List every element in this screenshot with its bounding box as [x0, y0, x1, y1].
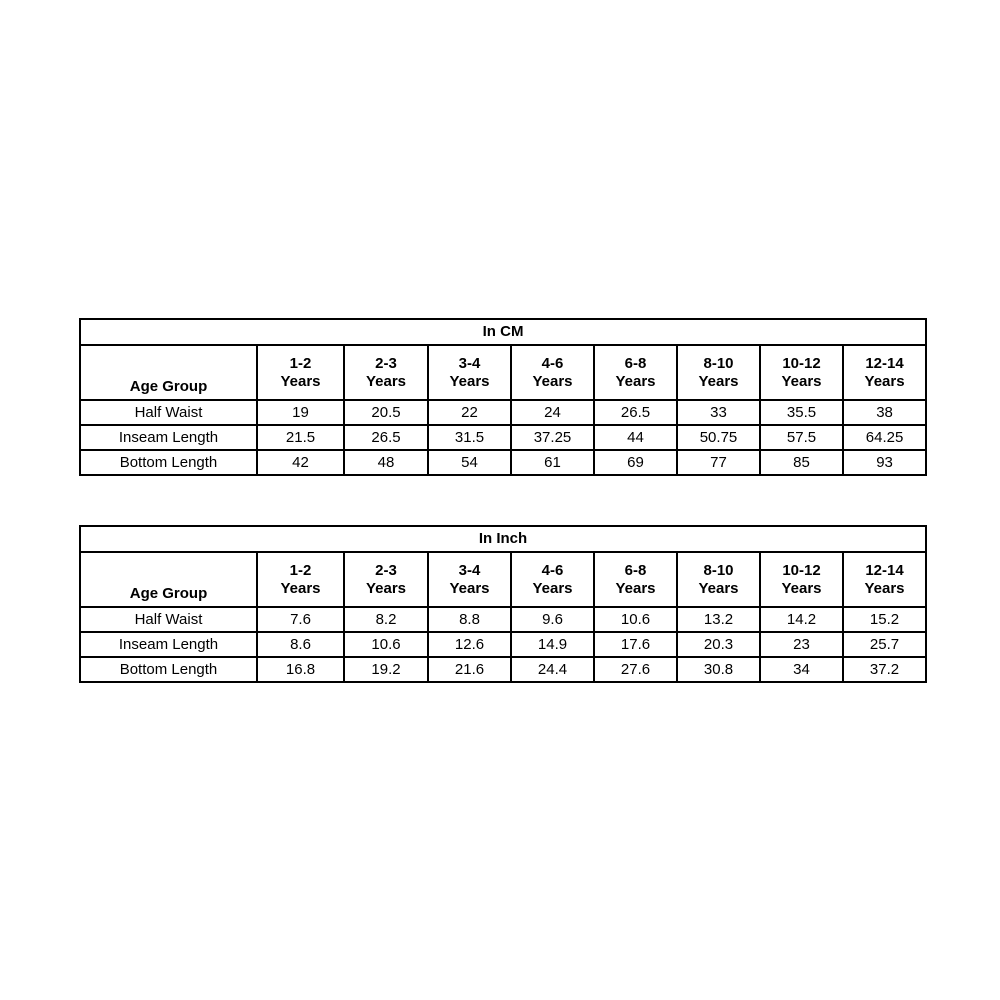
table-cell: 44 [594, 425, 677, 450]
age-unit: Years [365, 372, 407, 390]
age-range: 10-12 [782, 561, 821, 579]
table-cell: 31.5 [428, 425, 511, 450]
row-label: Inseam Length [80, 425, 257, 450]
age-range: 4-6 [541, 354, 564, 372]
table-cell: 9.6 [511, 607, 594, 632]
column-header [760, 552, 843, 607]
age-group-header: Age Group [80, 552, 257, 607]
table-cell: 21.5 [257, 425, 344, 450]
table-cell: 37.25 [511, 425, 594, 450]
table-cell: 69 [594, 450, 677, 475]
table-cell: 33 [677, 400, 760, 425]
age-unit: Years [280, 579, 321, 597]
table-cell: 14.2 [760, 607, 843, 632]
table-cell: 8.8 [428, 607, 511, 632]
table-cell: 27.6 [594, 657, 677, 682]
table-cell: 8.6 [257, 632, 344, 657]
age-unit: Years [864, 579, 905, 597]
column-header [257, 552, 344, 607]
table-cell: 57.5 [760, 425, 843, 450]
column-header [428, 345, 511, 400]
table-cell: 93 [843, 450, 926, 475]
age-unit: Years [698, 579, 739, 597]
table-cell: 10.6 [594, 607, 677, 632]
table-cell: 23 [760, 632, 843, 657]
age-range: 4-6 [541, 561, 564, 579]
column-header [843, 552, 926, 607]
age-range: 1-2 [289, 354, 312, 372]
age-range: 12-14 [865, 561, 904, 579]
row-label: Half Waist [80, 607, 257, 632]
table-cell: 20.5 [344, 400, 428, 425]
column-header [428, 552, 511, 607]
table-cell: 64.25 [843, 425, 926, 450]
table-row-inseam-length [80, 425, 926, 450]
age-unit: Years [449, 579, 490, 597]
age-unit: Years [781, 372, 822, 390]
table-cell: 14.9 [511, 632, 594, 657]
row-label: Half Waist [80, 400, 257, 425]
age-range: 6-8 [624, 354, 647, 372]
table-title: In Inch [80, 526, 926, 552]
column-header [594, 552, 677, 607]
table-cell: 50.75 [677, 425, 760, 450]
table-cell: 15.2 [843, 607, 926, 632]
table-cell: 10.6 [344, 632, 428, 657]
age-unit: Years [781, 579, 822, 597]
table-cell: 37.2 [843, 657, 926, 682]
table-cell: 35.5 [760, 400, 843, 425]
table-row-inseam-length [80, 632, 926, 657]
age-range: 10-12 [782, 354, 821, 372]
age-group-header: Age Group [80, 345, 257, 400]
table-cell: 42 [257, 450, 344, 475]
column-header [677, 552, 760, 607]
age-unit: Years [532, 579, 573, 597]
column-header [594, 345, 677, 400]
table-cell: 13.2 [677, 607, 760, 632]
table-cell: 16.8 [257, 657, 344, 682]
size-table-cm [79, 318, 927, 476]
column-header [511, 345, 594, 400]
table-cell: 34 [760, 657, 843, 682]
table-row-bottom-length [80, 657, 926, 682]
column-header [843, 345, 926, 400]
table-cell: 61 [511, 450, 594, 475]
table-row-half-waist [80, 400, 926, 425]
row-label: Bottom Length [80, 450, 257, 475]
row-label: Bottom Length [80, 657, 257, 682]
age-unit: Years [615, 579, 656, 597]
age-unit: Years [698, 372, 739, 390]
age-unit: Years [280, 372, 321, 390]
age-unit: Years [532, 372, 573, 390]
table-cell: 7.6 [257, 607, 344, 632]
age-unit: Years [365, 579, 407, 597]
age-range: 8-10 [703, 561, 734, 579]
table-cell: 21.6 [428, 657, 511, 682]
table-cell: 17.6 [594, 632, 677, 657]
table-cell: 19 [257, 400, 344, 425]
column-header [677, 345, 760, 400]
table-title: In CM [80, 319, 926, 345]
table-cell: 26.5 [594, 400, 677, 425]
column-header [344, 552, 428, 607]
table-title-row [80, 526, 926, 552]
age-range: 8-10 [703, 354, 734, 372]
table-cell: 20.3 [677, 632, 760, 657]
age-unit: Years [615, 372, 656, 390]
age-unit: Years [864, 372, 905, 390]
table-cell: 48 [344, 450, 428, 475]
table-cell: 12.6 [428, 632, 511, 657]
table-header-row [80, 552, 926, 607]
table-cell: 19.2 [344, 657, 428, 682]
age-range: 3-4 [458, 354, 481, 372]
table-cell: 77 [677, 450, 760, 475]
age-range: 3-4 [458, 561, 481, 579]
table-cell: 85 [760, 450, 843, 475]
age-range: 6-8 [624, 561, 647, 579]
table-cell: 54 [428, 450, 511, 475]
size-table-inch [79, 525, 927, 683]
column-header [257, 345, 344, 400]
age-unit: Years [449, 372, 490, 390]
column-header [760, 345, 843, 400]
row-label: Inseam Length [80, 632, 257, 657]
age-range: 12-14 [865, 354, 904, 372]
column-header [344, 345, 428, 400]
table-cell: 38 [843, 400, 926, 425]
age-range: 1-2 [289, 561, 312, 579]
age-range: 2-3 [375, 561, 397, 579]
table-cell: 26.5 [344, 425, 428, 450]
table-cell: 8.2 [344, 607, 428, 632]
table-cell: 24 [511, 400, 594, 425]
table-cell: 22 [428, 400, 511, 425]
table-cell: 24.4 [511, 657, 594, 682]
table-cell: 25.7 [843, 632, 926, 657]
table-title-row [80, 319, 926, 345]
table-row-half-waist [80, 607, 926, 632]
column-header [511, 552, 594, 607]
table-cell: 30.8 [677, 657, 760, 682]
age-range: 2-3 [375, 354, 397, 372]
table-row-bottom-length [80, 450, 926, 475]
table-header-row [80, 345, 926, 400]
